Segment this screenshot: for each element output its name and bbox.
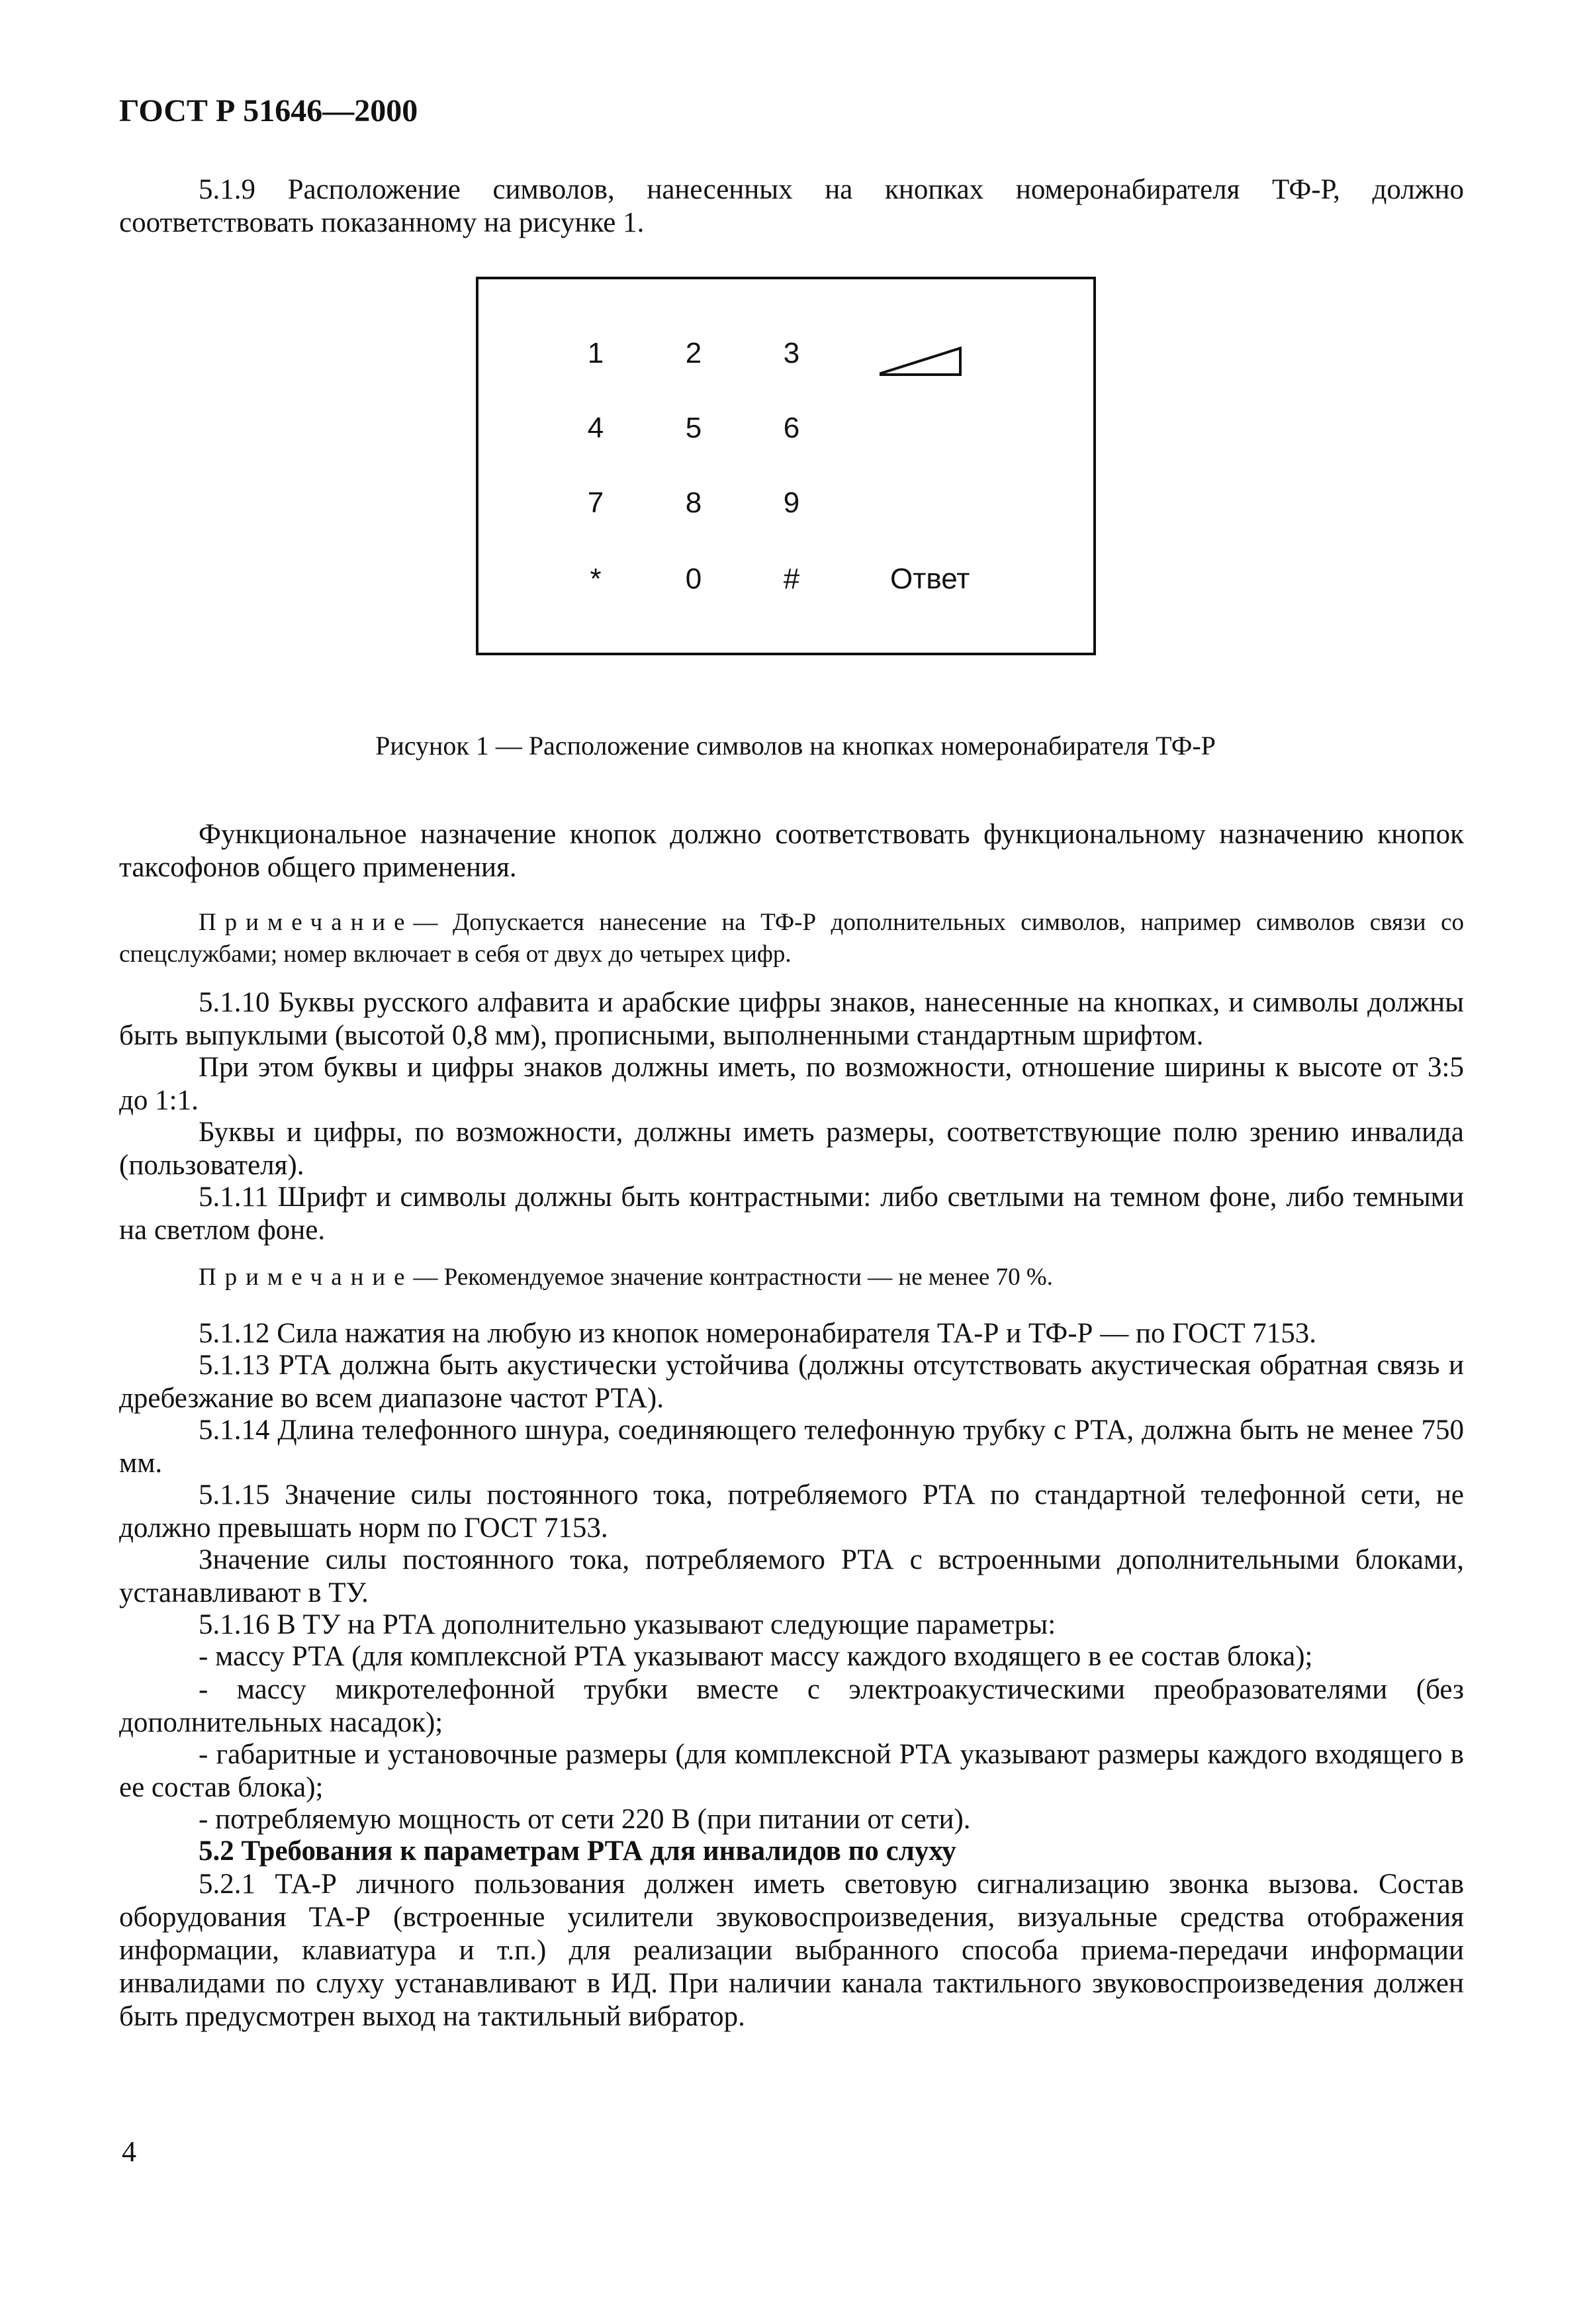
note-text: — Допускается нанесение на ТФ-Р дополнительных символов, например символов связи со спецслужбами; номер включает в себя от двух до четырех цифр. xyxy=(119,909,1464,968)
paragraph-5-1-10-ratio: При этом буквы и цифры знаков должны иметь, по возможности, отношение ширины к высоте от 3:5 до 1:1. xyxy=(119,1052,1464,1116)
key-8: 8 xyxy=(685,487,702,519)
key-7: 7 xyxy=(587,487,604,519)
paragraph-5-1-14: 5.1.14 Длина телефонного шнура, соединяющего телефонную трубку с РТА, должна быть не менее 750 мм. xyxy=(119,1415,1464,1479)
list-item: - габаритные и установочные размеры (для комплексной РТА указывают размеры каждого входящего в ее состав блока); xyxy=(119,1739,1464,1803)
paragraph-5-1-11: 5.1.11 Шрифт и символы должны быть контрастными: либо светлыми на темном фоне, либо темными на светлом фоне. xyxy=(119,1182,1464,1246)
paragraph-5-1-15-blocks: Значение силы постоянного тока, потребляемого РТА с встроенными дополнительными блоками, устанавливают в ТУ. xyxy=(119,1544,1464,1608)
paragraph-5-1-12: 5.1.12 Сила нажатия на любую из кнопок номеронабирателя ТА-Р и ТФ-Р — по ГОСТ 7153. xyxy=(199,1318,1317,1349)
list-item: - потребляемую мощность от сети 220 В (при питании от сети). xyxy=(199,1804,971,1835)
paragraph-5-2-1: 5.2.1 ТА-Р личного пользования должен иметь световую сигнализацию звонка вызова. Состав оборудования ТА-Р (встроенные усилители звуковоспроизведения, визуальные средства отображения информации, клавиатура и т.п.) для реализации выбранного способа приема-передачи информации инвалидами по слуху устанавливают в ИД. При наличии канала тактильного звуковоспроизведения должен быть предусмотрен выход на тактильный вибратор. xyxy=(119,1869,1464,2032)
note-label: Примечание xyxy=(199,1264,414,1291)
keypad-figure xyxy=(476,277,1096,655)
section-heading-5-2: 5.2 Требования к параметрам РТА для инвалидов по слуху xyxy=(199,1836,956,1867)
key-answer: Ответ xyxy=(890,563,970,595)
figure-caption: Рисунок 1 — Расположение символов на кнопках номеронабирателя ТФ-Р xyxy=(375,731,1216,761)
paragraph-5-1-9: 5.1.9 Расположение символов, нанесенных на кнопках номеронабирателя ТФ-Р, должно соответствовать показанному на рисунке 1. xyxy=(119,174,1464,238)
key-2: 2 xyxy=(685,337,702,369)
key-star: * xyxy=(590,563,602,595)
key-5: 5 xyxy=(685,412,702,444)
note-1 xyxy=(119,907,1464,970)
list-item: - массу РТА (для комплексной РТА указывают массу каждого входящего в ее состав блока); xyxy=(199,1641,1313,1672)
note-label: Примечание xyxy=(199,909,414,936)
list-item: - массу микротелефонной трубки вместе с электроакустическими преобразователями (без дополнительных насадок); xyxy=(119,1674,1464,1738)
key-4: 4 xyxy=(587,412,604,444)
paragraph-5-1-10: 5.1.10 Буквы русского алфавита и арабские цифры знаков, нанесенные на кнопках, и символы должны быть выпуклыми (высотой 0,8 мм), прописными, выполненными стандартным шрифтом. xyxy=(119,987,1464,1051)
paragraph-function: Функциональное назначение кнопок должно соответствовать функциональному назначению кнопок таксофонов общего применения. xyxy=(119,819,1464,883)
volume-wedge-icon xyxy=(878,344,964,379)
note-text: — Рекомендуемое значение контрастности — не менее 70 %. xyxy=(413,1264,1053,1291)
paragraph-5-1-15: 5.1.15 Значение силы постоянного тока, потребляемого РТА по стандартной телефонной сети, не должно превышать норм по ГОСТ 7153. xyxy=(119,1479,1464,1544)
key-1: 1 xyxy=(587,337,604,369)
page-number: 4 xyxy=(122,2135,136,2168)
key-6: 6 xyxy=(783,412,800,444)
key-0: 0 xyxy=(685,563,702,595)
key-3: 3 xyxy=(783,337,800,369)
paragraph-5-1-13: 5.1.13 РТА должна быть акустически устойчива (должны отсутствовать акустическая обратная связь и дребезжание во всем диапазоне частот РТА). xyxy=(119,1350,1464,1414)
key-hash: # xyxy=(783,563,800,595)
note-2 xyxy=(119,1262,1464,1293)
paragraph-5-1-10-size: Буквы и цифры, по возможности, должны иметь размеры, соответствующие полю зрению инвалида (пользователя). xyxy=(119,1117,1464,1181)
document-header: ГОСТ Р 51646—2000 xyxy=(119,93,418,128)
paragraph-5-1-16: 5.1.16 В ТУ на РТА дополнительно указывают следующие параметры: xyxy=(199,1609,1056,1640)
key-9: 9 xyxy=(783,487,800,519)
